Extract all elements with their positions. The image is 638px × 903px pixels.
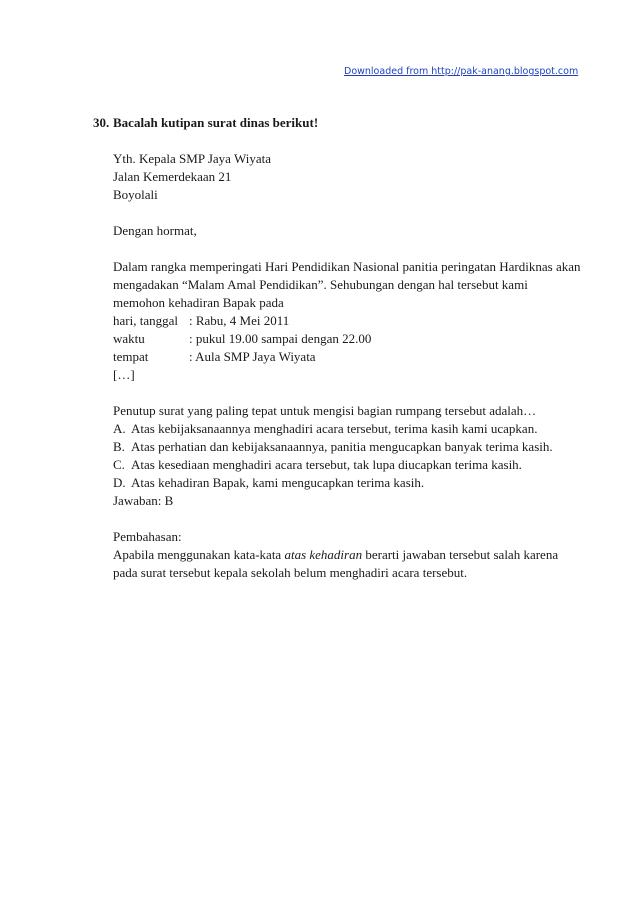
detail-value: : Aula SMP Jaya Wiyata	[189, 349, 316, 364]
discussion-text: Apabila menggunakan kata-kata	[113, 547, 285, 562]
letter-ellipsis: […]	[113, 367, 135, 382]
question-number: 30.	[93, 115, 110, 130]
detail-row	[113, 312, 593, 330]
answer-option-d	[113, 474, 593, 492]
detail-key: tempat	[113, 349, 149, 364]
detail-value: : Rabu, 4 Mei 2011	[189, 313, 290, 328]
option-letter: A.	[113, 421, 126, 436]
answer-option-c	[113, 456, 593, 474]
detail-key: waktu	[113, 331, 145, 346]
discussion-italic-phrase: atas kehadiran	[284, 547, 363, 562]
question-prompt: Penutup surat yang paling tepat untuk mengisi bagian rumpang tersebut adalah…	[113, 403, 537, 418]
question-block	[93, 114, 593, 582]
question-heading	[93, 114, 593, 132]
address-line: Jalan Kemerdekaan 21	[113, 169, 232, 184]
discussion-line	[113, 546, 593, 564]
letter-body-line: mengadakan “Malam Amal Pendidikan”. Sehubungan dengan hal tersebut kami	[113, 277, 528, 292]
option-letter: D.	[113, 475, 126, 490]
answer-key: Jawaban: B	[113, 493, 174, 508]
question-title: Bacalah kutipan surat dinas berikut!	[113, 115, 319, 130]
option-letter: B.	[113, 439, 125, 454]
detail-key: hari, tanggal	[113, 313, 178, 328]
letter-body-line: Dalam rangka memperingati Hari Pendidikan Nasional panitia peringatan Hardiknas akan	[113, 259, 581, 274]
discussion-text: berarti jawaban tersebut salah karena	[362, 547, 559, 562]
discussion-heading: Pembahasan:	[113, 529, 182, 544]
option-text: Atas kebijaksanaannya menghadiri acara tersebut, terima kasih kami ucapkan.	[131, 421, 538, 436]
answer-option-a	[113, 420, 593, 438]
option-letter: C.	[113, 457, 125, 472]
question-body	[113, 132, 593, 582]
letter-body-line: memohon kehadiran Bapak pada	[113, 295, 284, 310]
option-text: Atas kesediaan menghadiri acara tersebut, tak lupa diucapkan terima kasih.	[131, 457, 522, 472]
option-text: Atas perhatian dan kebijaksanaannya, panitia mengucapkan banyak terima kasih.	[131, 439, 553, 454]
detail-value: : pukul 19.00 sampai dengan 22.00	[189, 331, 372, 346]
address-line: Boyolali	[113, 187, 158, 202]
option-text: Atas kehadiran Bapak, kami mengucapkan terima kasih.	[131, 475, 425, 490]
answer-option-b	[113, 438, 593, 456]
letter-greeting: Dengan hormat,	[113, 223, 197, 238]
detail-row	[113, 330, 593, 348]
download-source-link[interactable]: Downloaded from http://pak-anang.blogspot.com	[344, 66, 579, 77]
address-line: Yth. Kepala SMP Jaya Wiyata	[113, 151, 271, 166]
discussion-line: pada surat tersebut kepala sekolah belum menghadiri acara tersebut.	[113, 565, 468, 580]
detail-row	[113, 348, 593, 366]
